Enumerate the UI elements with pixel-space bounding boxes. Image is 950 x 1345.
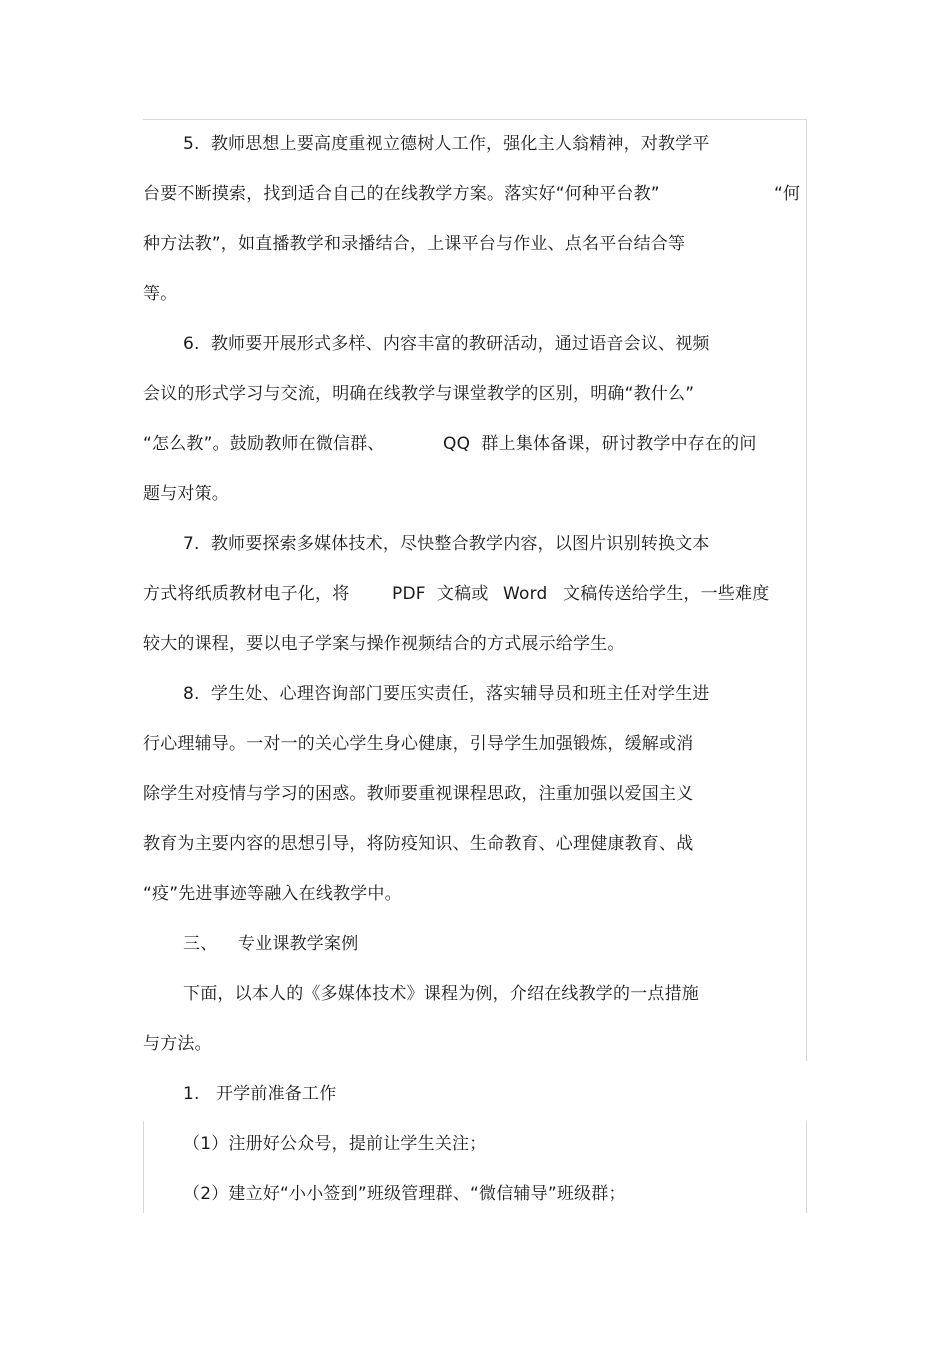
- text-line: QQ 群上集体备课，研讨教学中存在的问: [443, 434, 757, 454]
- text-line: 文稿传送给学生，一些难度: [563, 584, 770, 604]
- text-line: 等。: [143, 284, 178, 304]
- text-line: 会议的形式学习与交流，明确在线教学与课堂教学的区别，明确“教什么”: [143, 384, 695, 404]
- frame-left-line-lower: [143, 1121, 144, 1213]
- text-line: 下面，以本人的《多媒体技术》课程为例，介绍在线教学的一点措施: [183, 984, 699, 1004]
- text-line: 除学生对疫情与学习的困惑。教师要重视课程思政，注重加强以爱国主义: [143, 784, 694, 804]
- frame-right-line: [806, 119, 807, 1061]
- frame-right-line-lower: [806, 1121, 807, 1213]
- text-line: 5. 教师思想上要高度重视立德树人工作，强化主人翁精神，对教学平: [183, 134, 710, 154]
- text-line: 与方法。: [143, 1034, 212, 1054]
- section-number: 三、: [183, 934, 218, 954]
- section-heading: 专业课教学案例: [238, 934, 359, 954]
- list-item: （1）注册好公众号，提前让学生关注；: [183, 1134, 487, 1154]
- text-line: “怎么教”。鼓励教师在微信群、: [143, 434, 385, 454]
- text-line: 台要不断摸索，找到适合自己的在线教学方案。落实好“何种平台教”: [143, 184, 660, 204]
- text-line: 行心理辅导。一对一的关心学生身心健康，引导学生加强锻炼，缓解或消: [143, 734, 694, 754]
- text-line: 8. 学生处、心理咨询部门要压实责任，落实辅导员和班主任对学生进: [183, 684, 710, 704]
- text-line: 题与对策。: [143, 484, 229, 504]
- subsection-number: 1.: [183, 1084, 200, 1104]
- text-line: “疫”先进事迹等融入在线教学中。: [143, 884, 402, 904]
- list-item: （2）建立好“小小签到”班级管理群、“微信辅导”班级群；: [183, 1184, 626, 1204]
- text-line: 方式将纸质教材电子化，将: [143, 584, 350, 604]
- subsection-heading: 开学前准备工作: [216, 1084, 337, 1104]
- frame-top-line: [143, 119, 807, 120]
- text-line: “何: [774, 184, 801, 204]
- text-line: 种方法教”，如直播教学和录播结合，上课平台与作业、点名平台结合等: [143, 234, 686, 254]
- text-line: 6. 教师要开展形式多样、内容丰富的教研活动，通过语音会议、视频: [183, 334, 710, 354]
- text-line: Word: [503, 584, 548, 604]
- text-line: PDF 文稿或: [392, 584, 489, 604]
- text-line: 教育为主要内容的思想引导，将防疫知识、生命教育、心理健康教育、战: [143, 834, 694, 854]
- text-line: 较大的课程，要以电子学案与操作视频结合的方式展示给学生。: [143, 634, 625, 654]
- text-line: 7. 教师要探索多媒体技术，尽快整合教学内容，以图片识别转换文本: [183, 534, 710, 554]
